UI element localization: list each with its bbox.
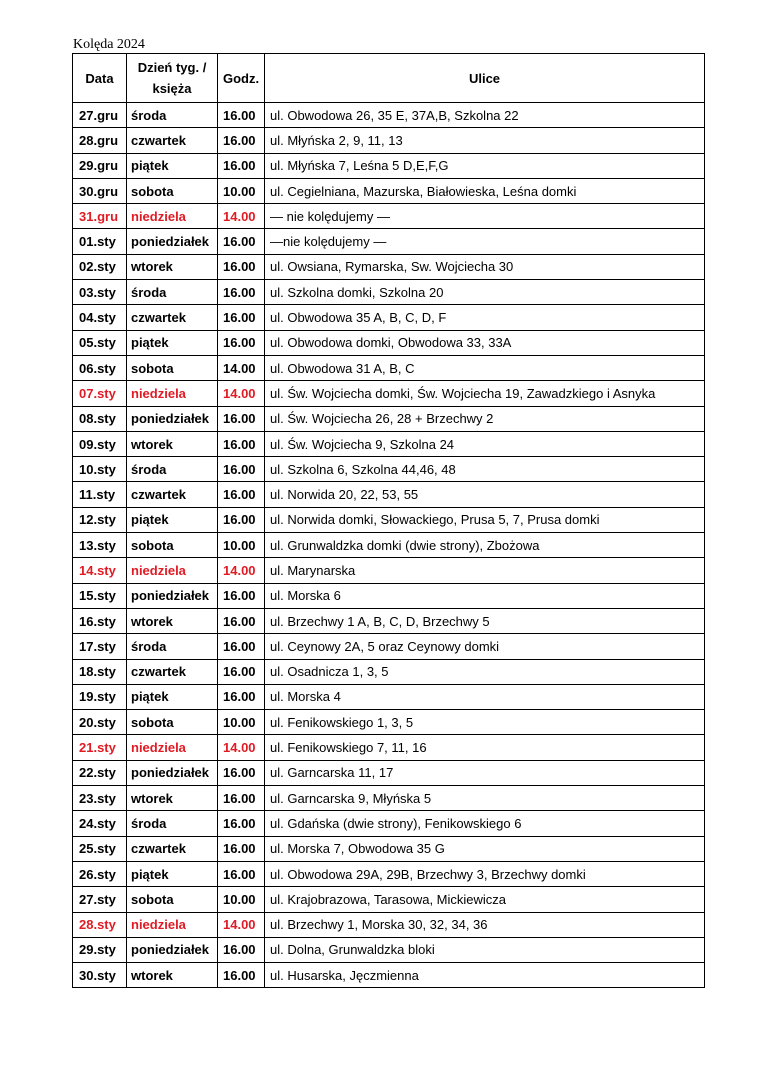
- cell-date: 15.sty: [73, 583, 127, 608]
- table-row: [73, 305, 705, 330]
- cell-streets: ul. Fenikowskiego 7, 11, 16: [265, 735, 705, 760]
- cell-streets: ul. Norwida 20, 22, 53, 55: [265, 482, 705, 507]
- table-row: [73, 406, 705, 431]
- cell-streets: ul. Garncarska 11, 17: [265, 760, 705, 785]
- cell-streets: ul. Obwodowa 31 A, B, C: [265, 355, 705, 380]
- cell-time: 14.00: [218, 735, 265, 760]
- cell-streets: —nie kolędujemy —: [265, 229, 705, 254]
- cell-time: 16.00: [218, 431, 265, 456]
- cell-day: niedziela: [127, 381, 218, 406]
- cell-time: 16.00: [218, 406, 265, 431]
- cell-date: 29.sty: [73, 937, 127, 962]
- cell-date: 27.sty: [73, 887, 127, 912]
- cell-date: 17.sty: [73, 634, 127, 659]
- cell-date: 13.sty: [73, 533, 127, 558]
- cell-day: poniedziałek: [127, 406, 218, 431]
- table-row: [73, 128, 705, 153]
- cell-time: 10.00: [218, 887, 265, 912]
- cell-day: piątek: [127, 861, 218, 886]
- cell-date: 12.sty: [73, 507, 127, 532]
- cell-streets: ul. Krajobrazowa, Tarasowa, Mickiewicza: [265, 887, 705, 912]
- cell-day: sobota: [127, 710, 218, 735]
- table-row: [73, 684, 705, 709]
- header-time: Godz.: [218, 54, 265, 103]
- table-row: [73, 735, 705, 760]
- cell-day: wtorek: [127, 254, 218, 279]
- cell-time: 10.00: [218, 710, 265, 735]
- cell-date: 08.sty: [73, 406, 127, 431]
- cell-date: 27.gru: [73, 103, 127, 128]
- cell-streets: ul. Ceynowy 2A, 5 oraz Ceynowy domki: [265, 634, 705, 659]
- cell-day: niedziela: [127, 204, 218, 229]
- cell-streets: ul. Obwodowa 26, 35 E, 37A,B, Szkolna 22: [265, 103, 705, 128]
- cell-time: 16.00: [218, 128, 265, 153]
- cell-streets: ul. Husarska, Jęczmienna: [265, 963, 705, 988]
- table-row: [73, 507, 705, 532]
- cell-streets: ul. Brzechwy 1 A, B, C, D, Brzechwy 5: [265, 608, 705, 633]
- cell-date: 14.sty: [73, 558, 127, 583]
- cell-day: czwartek: [127, 305, 218, 330]
- cell-day: niedziela: [127, 912, 218, 937]
- cell-date: 01.sty: [73, 229, 127, 254]
- cell-date: 16.sty: [73, 608, 127, 633]
- cell-time: 16.00: [218, 280, 265, 305]
- table-row: [73, 836, 705, 861]
- cell-time: 16.00: [218, 583, 265, 608]
- cell-streets: ul. Marynarska: [265, 558, 705, 583]
- cell-time: 16.00: [218, 659, 265, 684]
- cell-streets: ul. Szkolna 6, Szkolna 44,46, 48: [265, 457, 705, 482]
- cell-streets: ul. Grunwaldzka domki (dwie strony), Zbożowa: [265, 533, 705, 558]
- cell-date: 28.gru: [73, 128, 127, 153]
- cell-date: 05.sty: [73, 330, 127, 355]
- cell-day: sobota: [127, 355, 218, 380]
- table-row: [73, 204, 705, 229]
- cell-streets: ul. Obwodowa domki, Obwodowa 33, 33A: [265, 330, 705, 355]
- header-streets: Ulice: [265, 54, 705, 103]
- cell-streets: ul. Dolna, Grunwaldzka bloki: [265, 937, 705, 962]
- cell-time: 16.00: [218, 153, 265, 178]
- cell-streets: ul. Brzechwy 1, Morska 30, 32, 34, 36: [265, 912, 705, 937]
- cell-streets: ul. Norwida domki, Słowackiego, Prusa 5, 7, Prusa domki: [265, 507, 705, 532]
- cell-streets: ul. Obwodowa 35 A, B, C, D, F: [265, 305, 705, 330]
- table-row: [73, 937, 705, 962]
- cell-day: poniedziałek: [127, 937, 218, 962]
- cell-date: 29.gru: [73, 153, 127, 178]
- table-body: [73, 103, 705, 988]
- cell-day: środa: [127, 457, 218, 482]
- table-row: [73, 887, 705, 912]
- table-row: [73, 811, 705, 836]
- table-row: [73, 482, 705, 507]
- cell-time: 14.00: [218, 381, 265, 406]
- cell-time: 16.00: [218, 760, 265, 785]
- cell-day: czwartek: [127, 482, 218, 507]
- cell-time: 16.00: [218, 811, 265, 836]
- cell-day: wtorek: [127, 608, 218, 633]
- cell-date: 30.gru: [73, 178, 127, 203]
- header-day: [127, 54, 218, 103]
- header-day-line2: księża: [152, 81, 192, 96]
- table-row: [73, 178, 705, 203]
- table-row: [73, 229, 705, 254]
- cell-streets: ul. Morska 7, Obwodowa 35 G: [265, 836, 705, 861]
- cell-date: 07.sty: [73, 381, 127, 406]
- cell-streets: ul. Cegielniana, Mazurska, Białowieska, Leśna domki: [265, 178, 705, 203]
- schedule-table: [72, 53, 705, 988]
- cell-day: niedziela: [127, 558, 218, 583]
- cell-streets: ul. Młyńska 2, 9, 11, 13: [265, 128, 705, 153]
- cell-date: 20.sty: [73, 710, 127, 735]
- cell-streets: ul. Fenikowskiego 1, 3, 5: [265, 710, 705, 735]
- cell-streets: ul. Morska 4: [265, 684, 705, 709]
- table-row: [73, 355, 705, 380]
- cell-date: 23.sty: [73, 786, 127, 811]
- cell-streets: ul. Obwodowa 29A, 29B, Brzechwy 3, Brzechwy domki: [265, 861, 705, 886]
- cell-time: 16.00: [218, 684, 265, 709]
- cell-time: 16.00: [218, 836, 265, 861]
- cell-time: 16.00: [218, 937, 265, 962]
- cell-time: 16.00: [218, 507, 265, 532]
- header-date: Data: [73, 54, 127, 103]
- cell-day: piątek: [127, 153, 218, 178]
- cell-streets: ul. Owsiana, Rymarska, Sw. Wojciecha 30: [265, 254, 705, 279]
- cell-date: 31.gru: [73, 204, 127, 229]
- cell-day: sobota: [127, 887, 218, 912]
- cell-streets: ul. Młyńska 7, Leśna 5 D,E,F,G: [265, 153, 705, 178]
- cell-time: 14.00: [218, 204, 265, 229]
- cell-time: 16.00: [218, 254, 265, 279]
- cell-streets: — nie kolędujemy —: [265, 204, 705, 229]
- cell-day: poniedziałek: [127, 229, 218, 254]
- cell-date: 30.sty: [73, 963, 127, 988]
- cell-date: 18.sty: [73, 659, 127, 684]
- cell-day: środa: [127, 103, 218, 128]
- table-row: [73, 760, 705, 785]
- cell-time: 16.00: [218, 103, 265, 128]
- cell-time: 10.00: [218, 178, 265, 203]
- cell-time: 10.00: [218, 533, 265, 558]
- cell-date: 06.sty: [73, 355, 127, 380]
- table-row: [73, 103, 705, 128]
- cell-streets: ul. Szkolna domki, Szkolna 20: [265, 280, 705, 305]
- cell-day: wtorek: [127, 431, 218, 456]
- header-day-line1: Dzień tyg. /: [137, 60, 207, 75]
- cell-day: piątek: [127, 330, 218, 355]
- table-row: [73, 786, 705, 811]
- cell-date: 19.sty: [73, 684, 127, 709]
- table-row: [73, 634, 705, 659]
- table-row: [73, 457, 705, 482]
- cell-day: środa: [127, 811, 218, 836]
- cell-time: 16.00: [218, 330, 265, 355]
- cell-time: 14.00: [218, 912, 265, 937]
- cell-date: 25.sty: [73, 836, 127, 861]
- cell-day: czwartek: [127, 836, 218, 861]
- cell-date: 10.sty: [73, 457, 127, 482]
- cell-time: 16.00: [218, 634, 265, 659]
- table-header-row: [73, 54, 705, 103]
- cell-day: poniedziałek: [127, 583, 218, 608]
- cell-streets: ul. Św. Wojciecha 26, 28 + Brzechwy 2: [265, 406, 705, 431]
- cell-time: 16.00: [218, 457, 265, 482]
- table-row: [73, 912, 705, 937]
- cell-streets: ul. Gdańska (dwie strony), Fenikowskiego 6: [265, 811, 705, 836]
- cell-day: niedziela: [127, 735, 218, 760]
- table-row: [73, 558, 705, 583]
- table-row: [73, 254, 705, 279]
- cell-date: 24.sty: [73, 811, 127, 836]
- cell-date: 02.sty: [73, 254, 127, 279]
- cell-streets: ul. Garncarska 9, Młyńska 5: [265, 786, 705, 811]
- table-row: [73, 963, 705, 988]
- cell-date: 09.sty: [73, 431, 127, 456]
- cell-date: 21.sty: [73, 735, 127, 760]
- cell-day: piątek: [127, 684, 218, 709]
- cell-date: 04.sty: [73, 305, 127, 330]
- cell-date: 28.sty: [73, 912, 127, 937]
- cell-day: sobota: [127, 178, 218, 203]
- table-row: [73, 659, 705, 684]
- table-row: [73, 608, 705, 633]
- cell-day: środa: [127, 634, 218, 659]
- cell-date: 26.sty: [73, 861, 127, 886]
- cell-streets: ul. Św. Wojciecha 9, Szkolna 24: [265, 431, 705, 456]
- cell-time: 16.00: [218, 305, 265, 330]
- table-row: [73, 381, 705, 406]
- cell-streets: ul. Morska 6: [265, 583, 705, 608]
- cell-day: piątek: [127, 507, 218, 532]
- table-row: [73, 533, 705, 558]
- table-row: [73, 431, 705, 456]
- cell-streets: ul. Osadnicza 1, 3, 5: [265, 659, 705, 684]
- cell-date: 03.sty: [73, 280, 127, 305]
- table-row: [73, 153, 705, 178]
- cell-streets: ul. Św. Wojciecha domki, Św. Wojciecha 19, Zawadzkiego i Asnyka: [265, 381, 705, 406]
- cell-day: wtorek: [127, 963, 218, 988]
- cell-time: 16.00: [218, 963, 265, 988]
- cell-day: czwartek: [127, 659, 218, 684]
- cell-time: 16.00: [218, 608, 265, 633]
- cell-day: sobota: [127, 533, 218, 558]
- cell-day: poniedziałek: [127, 760, 218, 785]
- table-row: [73, 710, 705, 735]
- cell-time: 16.00: [218, 786, 265, 811]
- cell-day: czwartek: [127, 128, 218, 153]
- cell-day: wtorek: [127, 786, 218, 811]
- table-row: [73, 861, 705, 886]
- cell-time: 16.00: [218, 229, 265, 254]
- cell-time: 16.00: [218, 861, 265, 886]
- cell-time: 14.00: [218, 558, 265, 583]
- cell-date: 22.sty: [73, 760, 127, 785]
- document-title: Kolęda 2024: [73, 37, 145, 52]
- table-row: [73, 330, 705, 355]
- cell-day: środa: [127, 280, 218, 305]
- cell-time: 14.00: [218, 355, 265, 380]
- cell-date: 11.sty: [73, 482, 127, 507]
- table-row: [73, 583, 705, 608]
- table-row: [73, 280, 705, 305]
- cell-time: 16.00: [218, 482, 265, 507]
